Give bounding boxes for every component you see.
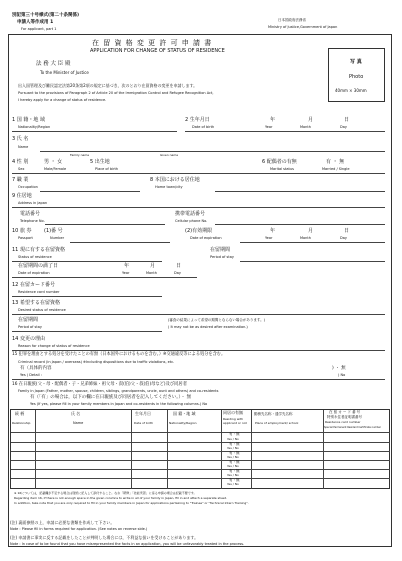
row-4-residing-en: Yes / No — [227, 464, 239, 468]
dob-label-en: Date of birth — [192, 125, 215, 129]
col-dob-en: Date of birth — [134, 421, 154, 425]
applicant-label-en: For applicant, part 1 — [21, 27, 57, 31]
photo-box — [328, 48, 385, 102]
current-status-label-en: Status of residence — [18, 255, 52, 259]
passport-label-en: Passport — [18, 236, 33, 240]
desired-period-label-en: Period of stay — [18, 325, 42, 329]
period-of-stay-label: 在留期間 — [210, 247, 231, 253]
table-note-en-2: In addition, take note that you are only required to fill in your family members in Japan for applications pertaining to "Trainee" or "Technical Intern Training". — [14, 501, 249, 505]
passport-month-en: Month — [300, 236, 311, 240]
passport-year-en: Year — [265, 236, 273, 240]
footnote-2-en: Note : In case of to be found that you have misrepresented the facts in an application, you will be unfavorably treated in the process. — [10, 542, 245, 546]
desired-period-note: (審査の結果によって希望の期間とならない場合があります。) — [168, 318, 265, 322]
sex-options[interactable]: 男 ・ 女 — [44, 159, 63, 165]
given-name-caption: Given name — [160, 153, 179, 157]
desired-period-note-en: ( It may not be as desired after examination.) — [168, 325, 248, 329]
col-nationality-en: Nationality/Region — [169, 421, 197, 425]
page-title-en: APPLICATION FOR CHANGE OF STATUS OF RESIDENCE — [90, 48, 225, 54]
cellular-label: 携帯電話番号 — [175, 211, 206, 217]
stay-month-en: Month — [146, 271, 157, 275]
reason-label-en: Reason for change of status of residence — [18, 344, 90, 348]
occupation-label: 7 職 業 — [12, 177, 29, 183]
family-label: 16 在日親族(父・母・配偶者・子・兄弟姉妹・祖父母・叔(伯)父・叔(伯)母など)及び同居者 — [12, 382, 187, 387]
table-note-en: Regarding item 16, if there is not enough space in the given columns to write in all of your family in Japan, fill in and attach a separate sheet. — [14, 496, 227, 500]
col-employment-en: Place of employment/ school — [255, 421, 299, 425]
nationality-field[interactable] — [12, 131, 177, 132]
ministry-en: Ministry of Justice,Government of Japan — [268, 25, 338, 29]
stay-year-en: Year — [122, 271, 130, 275]
col-card-extra-en: Special Permanent Resident Certificate number — [324, 425, 381, 429]
col-nationality-ja: 国 籍・地 域 — [173, 411, 196, 416]
passport-year-ja: 年 — [270, 228, 276, 234]
residence-card-label-en: Residence card number — [18, 290, 60, 294]
row-2-residing-en: Yes / No — [227, 446, 239, 450]
cellular-label-en: Cellular phone No. — [175, 219, 208, 223]
marital-options[interactable]: 有 ・ 無 — [326, 159, 345, 165]
name-field[interactable] — [40, 151, 385, 152]
dob-year-ja: 年 — [270, 117, 276, 123]
family-options[interactable]: 有（「有」の場合は，以下の欄に在日親族及び同居者を記入してください。）・ 無 — [30, 395, 192, 400]
row-4-residing[interactable]: 有・無 — [229, 460, 240, 464]
footnote-1-ja: (注) 裏面参照の上，申請に必要な書類を作成して下さい。 — [10, 520, 115, 525]
cellular-field[interactable] — [215, 224, 385, 225]
passport-month-ja: 月 — [308, 228, 314, 234]
row-6-residing-en: Yes / No — [227, 482, 239, 486]
stay-day-ja: 日 — [176, 263, 182, 269]
row-1-residing-en: Yes / No — [227, 437, 239, 441]
residence-card-field[interactable] — [12, 296, 162, 297]
nationality-label: 1 国 籍・地 域 — [12, 117, 45, 123]
col-card-ja: 在 留 カ ー ド 番 号 — [329, 410, 361, 414]
nationality-label-en: Nationality/Region — [18, 125, 51, 129]
table-note-ja: ※ 16については，記載欄が不足する場合は別紙に記入して添付すること。なお「研修」「技能実習」に係る申請の場合は記載不要です。 — [14, 491, 197, 495]
col-card-extra-ja: 特別永住者証明書番号 — [327, 415, 362, 419]
passport-label: 10 旅 券 — [12, 228, 32, 234]
row-1-residing[interactable]: 有・無 — [229, 432, 240, 436]
stay-expiry-field[interactable] — [12, 277, 197, 278]
col-relationship-en: Relationship — [12, 421, 31, 425]
residence-card-label: 12 在留カード番号 — [12, 282, 55, 288]
dob-year-en: Year — [265, 125, 273, 129]
row-3-residing-en: Yes / No — [227, 455, 239, 459]
stay-year-ja: 年 — [124, 263, 130, 269]
birthplace-label-en: Place of birth — [95, 167, 119, 171]
passport-number-field[interactable] — [70, 242, 170, 243]
row-3-residing[interactable]: 有・無 — [229, 451, 240, 455]
reason-label: 14 変更の理由 — [12, 336, 45, 342]
address-label-en: Address in Japan — [18, 201, 48, 205]
desired-period-label: 在留期間 — [18, 317, 39, 323]
row-6-residing[interactable]: 有・無 — [229, 478, 240, 482]
birthplace-label: 5 出生地 — [90, 159, 110, 165]
footnote-2-ja: (注) 申請書に事実に反する記載をしたことが判明した場合には，不利益な扱いを受けることがあります。 — [10, 535, 199, 540]
dob-field[interactable] — [185, 131, 385, 132]
dob-label: 2 生年月日 — [185, 117, 210, 123]
preamble-ja: 出入国管理及び難民認定法第20条第2項の規定に基づき，次のとおり在留資格の変更を申請します。 — [18, 83, 198, 88]
ministry-ja: 日本国政府法務省 — [278, 18, 306, 22]
dob-month-ja: 月 — [308, 117, 314, 123]
current-status-label: 11 現に有する在留資格 — [12, 247, 65, 253]
reason-field[interactable] — [12, 350, 385, 351]
addressee-en: To the Minister of Justice — [40, 70, 89, 75]
family-options-en: Yes (If yes, please fill in your family members in Japan and co-residents in the following columns.) No — [30, 402, 208, 406]
form-number: 別記第三十号様式(第二十条関係) — [12, 13, 80, 18]
photo-label-ja: 写 真 — [350, 59, 362, 65]
telephone-field[interactable] — [45, 224, 165, 225]
col-name-ja: 氏 名 — [71, 411, 81, 416]
col-name-en: Name — [73, 421, 84, 425]
name-label: 3 氏 名 — [12, 136, 29, 142]
photo-label-en: Photo — [349, 74, 364, 80]
hometown-field[interactable] — [215, 191, 385, 192]
dob-day-en: Day — [340, 125, 347, 129]
row-4-6-line — [12, 173, 385, 174]
period-of-stay-label-en: Period of stay — [210, 255, 234, 259]
passport-expiry-label-en: Date of expiration — [190, 236, 222, 240]
family-table — [10, 409, 390, 489]
stay-expiry-label-en: Date of expiration — [18, 271, 50, 275]
sex-label-en: Sex — [18, 167, 25, 171]
col-card-en: Residence card number — [325, 420, 361, 424]
sex-label: 4 性 別 — [12, 159, 29, 165]
applicant-label: 申請人等作成用 1 — [17, 20, 54, 25]
col-residing-ja: 同居の有無 — [223, 410, 243, 415]
row-2-residing[interactable]: 有・無 — [229, 442, 240, 446]
telephone-label: 電話番号 — [20, 211, 41, 217]
marital-options-en: Married / Single — [322, 167, 350, 171]
criminal-record-no[interactable]: ) ・ 無 — [332, 366, 346, 371]
desired-status-label: 13 希望する在留資格 — [12, 300, 60, 306]
addressee-ja: 法 務 大 臣 殿 — [36, 61, 71, 67]
criminal-record-label-en: Criminal record (in Japan / overseas) ※Including dispositions due to traffic violations, etc. — [18, 360, 175, 364]
marital-label-en: Marital status — [270, 167, 294, 171]
occupation-label-en: Occupation — [18, 185, 38, 189]
criminal-record-label: 15 犯罪を理由とする処分を受けたことの有無（日本国外におけるものを含む。）※交通違反等による処分を含む。 — [12, 352, 226, 357]
stay-day-en: Day — [174, 271, 181, 275]
stay-expiry-label: 在留期間の満了日 — [18, 263, 59, 269]
col-residing-en: Residing with applicant or not — [223, 417, 247, 425]
hometown-label-en: Home town/city — [155, 185, 183, 189]
passport-day-en: Day — [340, 236, 347, 240]
criminal-record-yes[interactable]: 有（具体的内容 — [20, 366, 52, 371]
current-status-field[interactable] — [12, 261, 162, 262]
hometown-label: 8 本国における居住地 — [150, 177, 200, 183]
passport-day-ja: 日 — [344, 228, 350, 234]
col-employment-ja: 勤務先名称・通学先名称 — [254, 412, 293, 416]
col-dob-ja: 生年月日 — [135, 411, 151, 416]
period-of-stay-field[interactable] — [240, 261, 385, 262]
name-label-en: Name — [18, 145, 29, 149]
desired-period-field[interactable] — [12, 331, 162, 332]
address-field[interactable] — [12, 207, 385, 208]
preamble-en-1: Pursuant to the provisions of Paragraph 2 of Article 20 of the Immigration Control and Refugee Recognition Act, — [18, 91, 214, 95]
dob-month-en: Month — [300, 125, 311, 129]
criminal-record-field[interactable] — [12, 379, 385, 380]
desired-status-label-en: Desired status of residence — [18, 308, 66, 312]
passport-expiry-label: (2)有効期限 — [185, 228, 213, 234]
family-name-caption: Family name — [70, 153, 90, 157]
row-5-residing[interactable]: 有・無 — [229, 469, 240, 473]
row-5-residing-en: Yes / No — [227, 473, 239, 477]
criminal-record-no-en: ) No — [338, 373, 346, 377]
family-label-en: Family in Japan (Father, mother, spouse, children, siblings, grandparents, uncle, aunt and others) and co-residents — [18, 389, 219, 393]
dob-day-ja: 日 — [344, 117, 350, 123]
desired-status-field[interactable] — [12, 314, 385, 315]
criminal-record-yes-en: Yes ( Detail : — [20, 373, 42, 377]
sex-options-en: Male/Female — [44, 167, 67, 171]
passport-number-label-en: Number — [50, 236, 65, 240]
telephone-label-en: Telephone No. — [20, 219, 45, 223]
marital-label: 6 配偶者の有無 — [262, 159, 297, 165]
photo-size: 40mm × 30mm — [335, 88, 367, 93]
page-title: 在 留 資 格 変 更 許 可 申 請 書 — [92, 39, 213, 47]
stay-month-ja: 月 — [150, 263, 156, 269]
footnote-1-en: Note : Please fill in forms required for application. (See notes on reverse side.) — [10, 527, 148, 531]
address-label: 9 住居地 — [12, 193, 32, 199]
occupation-field[interactable] — [40, 191, 140, 192]
preamble-en-2: I hereby apply for a change of status of residence. — [18, 98, 107, 102]
col-relationship-ja: 続 柄 — [15, 411, 25, 416]
passport-number-label: (1)番 号 — [44, 228, 63, 234]
passport-expiry-field[interactable] — [240, 242, 385, 243]
